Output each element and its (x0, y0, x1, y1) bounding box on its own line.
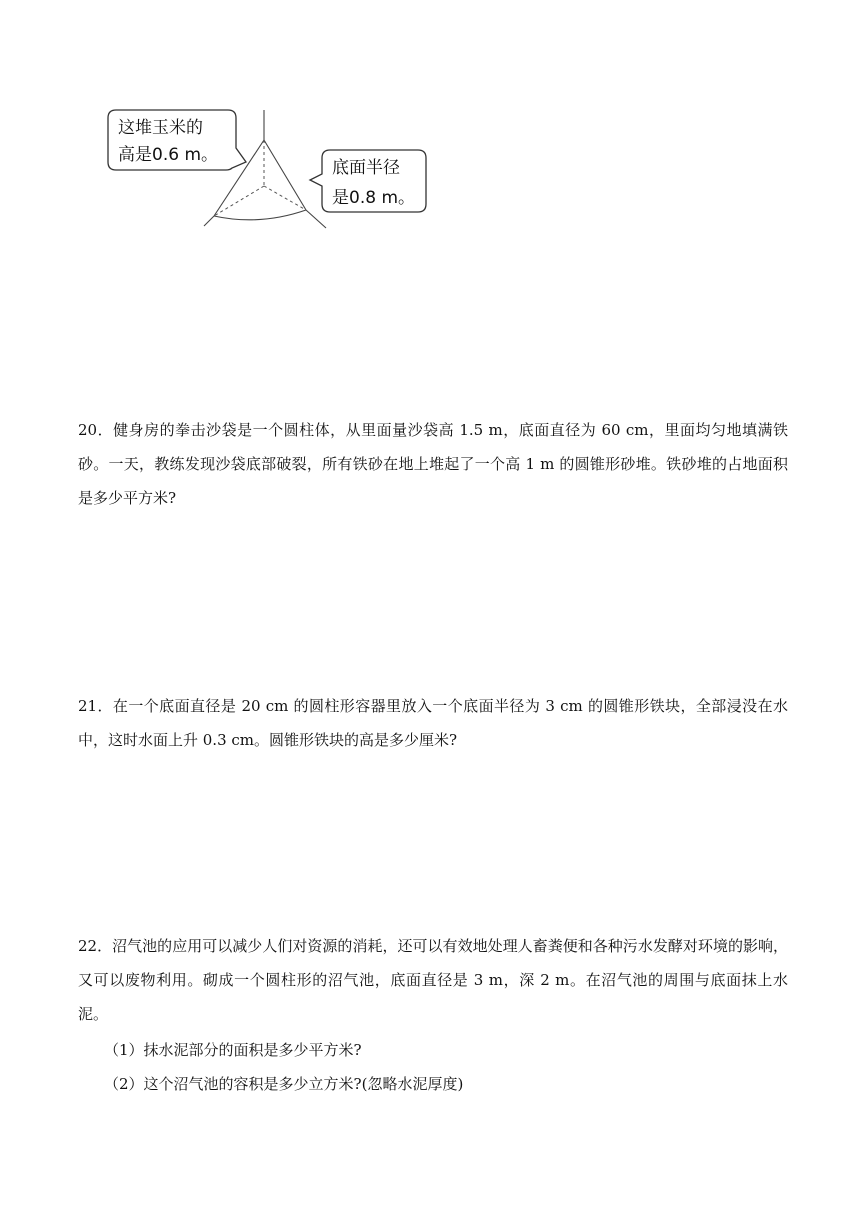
problem-22-subquestion-2: （2）这个沼气池的容积是多少立方米?(忽略水泥厚度) (104, 1075, 464, 1093)
ground-right (306, 210, 326, 228)
problem-21 (78, 689, 788, 757)
callout-right-line2: 是0.8 m。 (332, 188, 415, 208)
problem-22-text: 22．沼气池的应用可以减少人们对资源的消耗，还可以有效地处理人畜粪便和各种污水发酵对环境的影响，又可以废物利用。砌成一个圆柱形的沼气池，底面直径是 3 m，深 2 m。在沼气池的周围与底面抹上水泥。 (78, 937, 788, 1023)
corn-pile-figure (100, 100, 440, 240)
ground-left (204, 216, 214, 226)
cone-base-arc (214, 210, 306, 220)
callout-left-line1: 这堆玉米的 (118, 118, 203, 138)
cone-right-edge (264, 140, 306, 210)
problem-21-text: 21．在一个底面直径是 20 cm 的圆柱形容器里放入一个底面半径为 3 cm 的圆锥形铁块，全部浸没在水中，这时水面上升 0.3 cm。圆锥形铁块的高是多少厘米? (78, 697, 788, 749)
callout-left-line2: 高是0.6 m。 (118, 145, 218, 165)
cone-diagram (100, 100, 440, 240)
callout-right-line1: 底面半径 (332, 158, 400, 178)
problem-20-text: 20．健身房的拳击沙袋是一个圆柱体，从里面量沙袋高 1.5 m，底面直径为 60 cm，里面均匀地填满铁砂。一天，教练发现沙袋底部破裂，所有铁砂在地上堆起了一个高 1 m 的圆锥形砂堆。铁砂堆的占地面积是多少平方米? (78, 421, 788, 507)
cone-radius-left-dashed (214, 186, 264, 216)
cone-radius-right-dashed (264, 186, 306, 210)
problem-22-subquestion-1: （1）抹水泥部分的面积是多少平方米? (104, 1041, 362, 1059)
problem-22 (78, 929, 788, 1031)
problem-20 (78, 413, 788, 515)
